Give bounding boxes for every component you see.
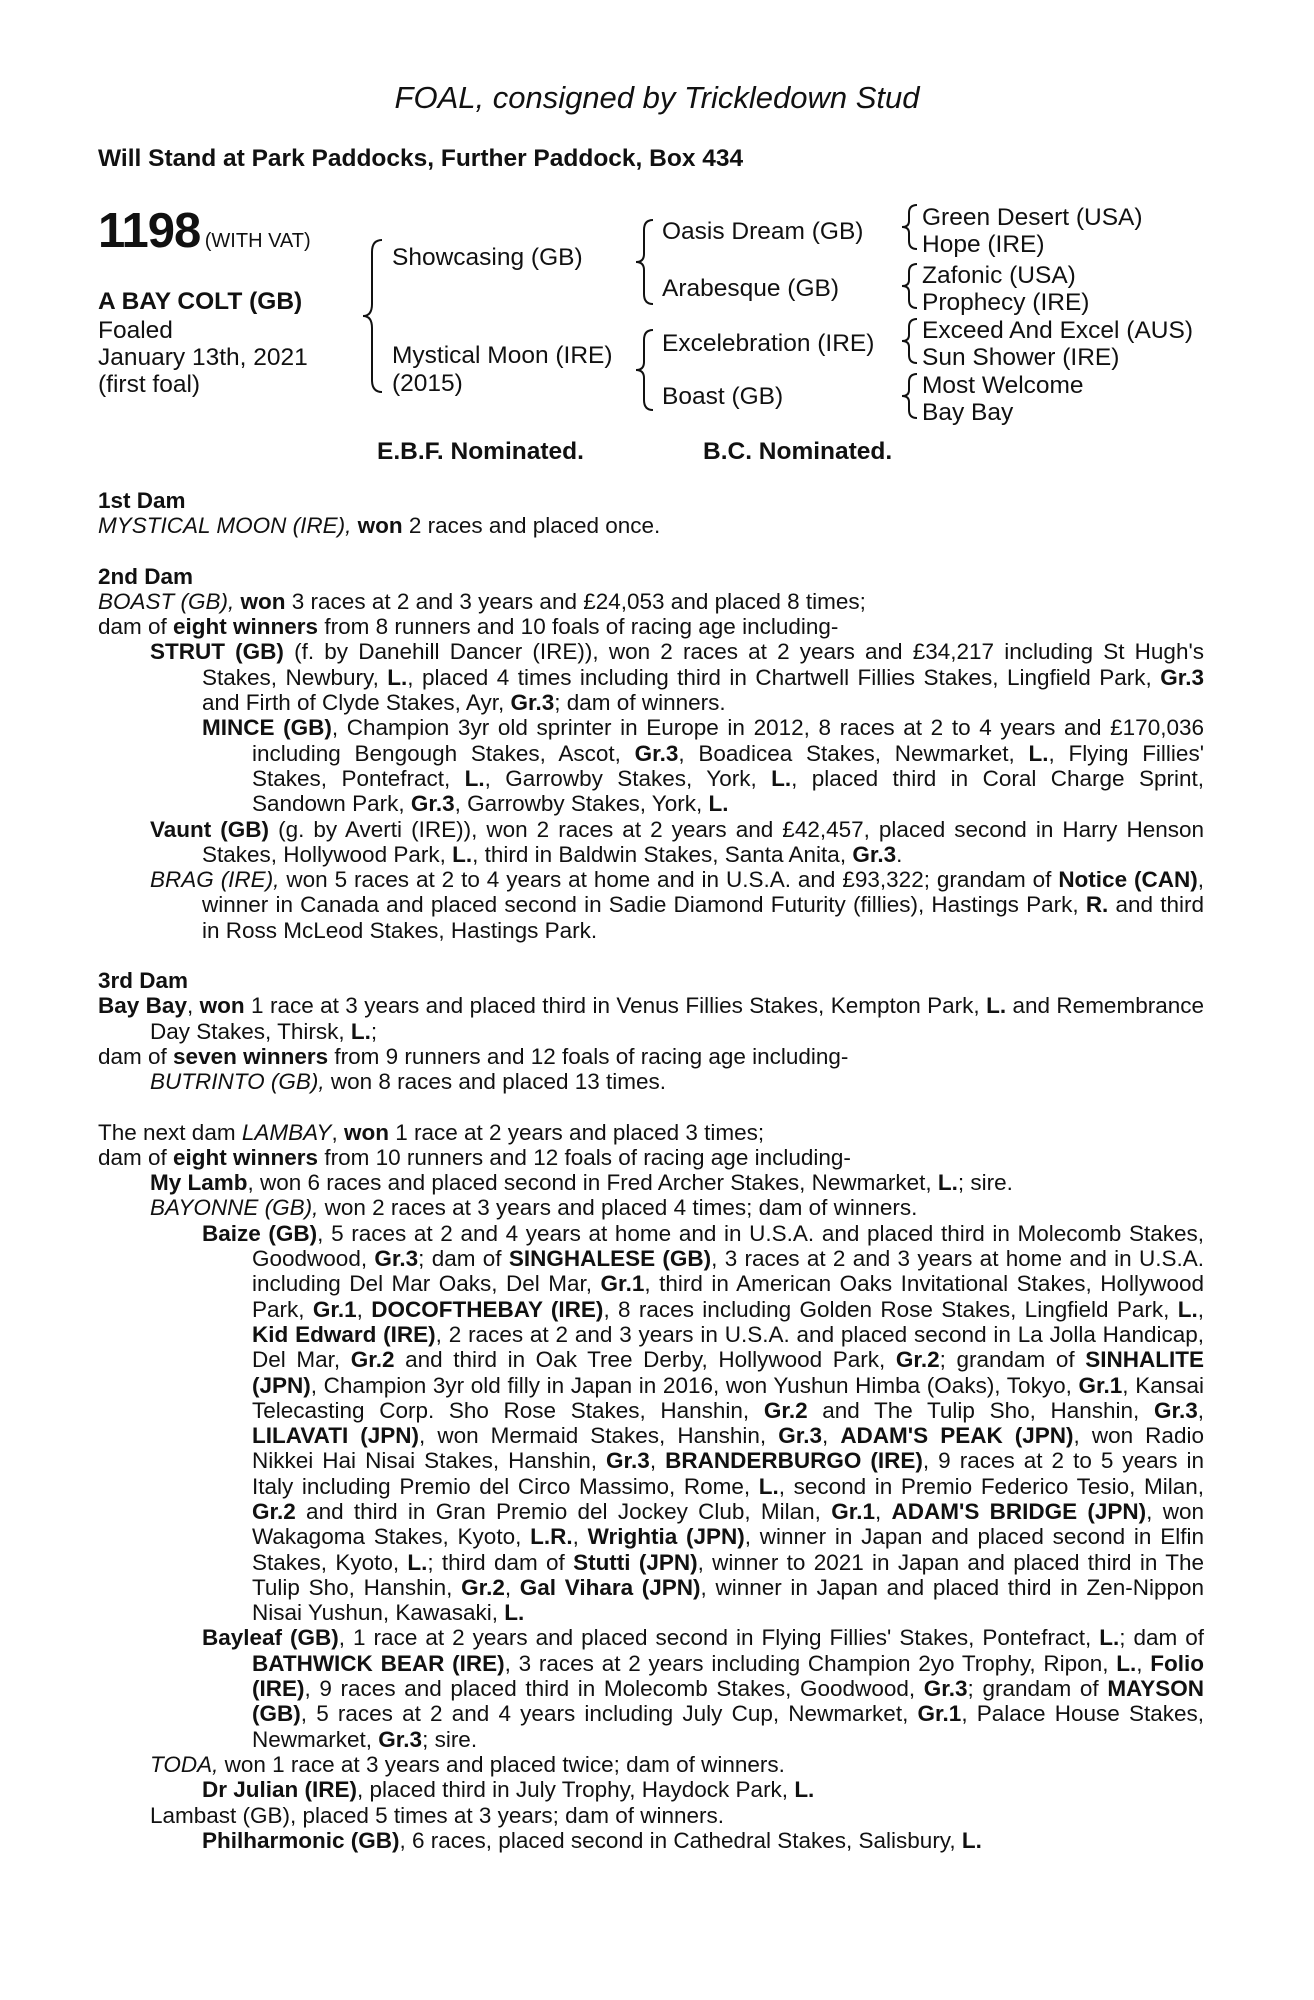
produce-bayleaf bbox=[98, 1625, 1204, 1751]
sire-dam-brace bbox=[360, 238, 390, 394]
baize-segment: , 2 races at 2 and 3 years in U.S.A. and placed second in La Jolla Handicap, Del Mar, bbox=[252, 1321, 1204, 1373]
baize-segment: , Champion 3yr old filly in Japan in 2016, won Yushun Himba (Oaks), Tokyo, bbox=[310, 1372, 1079, 1398]
ebf-nominated: E.B.F. Nominated. bbox=[377, 438, 584, 465]
baize-segment: Gr.1 bbox=[600, 1271, 645, 1297]
produce-dr-julian: Dr Julian (IRE), placed third in July Trophy, Haydock Park, L. bbox=[202, 1777, 815, 1803]
baize-segment: , third in American Oaks Invitational Stakes, Hollywood Park, bbox=[252, 1271, 1204, 1322]
lot-number-line bbox=[98, 203, 311, 259]
produce-philharmonic: Philharmonic (GB), 6 races, placed second in Cathedral Stakes, Salisbury, L. bbox=[202, 1827, 982, 1853]
baize-segment: and third in Oak Tree Derby, Hollywood Park, bbox=[394, 1347, 896, 1373]
first-dam-line: MYSTICAL MOON (IRE), won 2 races and placed once. bbox=[98, 513, 661, 539]
baize-segment: BRANDERBURGO (IRE) bbox=[665, 1448, 923, 1474]
ss-dam: Hope (IRE) bbox=[922, 231, 1045, 258]
baize-segment: , winner to 2021 in Japan and placed third in The Tulip Sho, Hanshin, bbox=[252, 1549, 1205, 1600]
produce-butrinto: BUTRINTO (GB), won 8 races and placed 13 times. bbox=[150, 1069, 667, 1095]
bc-nominated: B.C. Nominated. bbox=[703, 438, 893, 465]
dd-dam: Bay Bay bbox=[922, 399, 1014, 426]
produce-bayonne: BAYONNE (GB), won 2 races at 3 years and placed 4 times; dam of winners. bbox=[150, 1195, 918, 1221]
baize-segment: , second in Premio Federico Tesio, Milan, bbox=[778, 1473, 1204, 1499]
dam-year: (2015) bbox=[392, 370, 463, 397]
sire-sire: Oasis Dream (GB) bbox=[662, 218, 864, 245]
baize-segment: , bbox=[1197, 1296, 1204, 1322]
baize-segment: , 5 races at 2 and 4 years at home and in U.S.A. and placed third in Molecomb Stakes, Goodwood, bbox=[252, 1220, 1205, 1272]
third-dam-heading: 3rd Dam bbox=[98, 968, 189, 994]
baize-segment: , won Radio Nikkei Hai Nisai Stakes, Hanshin, bbox=[252, 1423, 1204, 1474]
produce-baize bbox=[98, 1221, 1204, 1626]
second-dam-heading: 2nd Dam bbox=[98, 563, 194, 589]
sire-dam: Arabesque (GB) bbox=[662, 275, 840, 302]
second-dam-line: BOAST (GB), won 3 races at 2 and 3 years and £24,053 and placed 8 times; bbox=[98, 588, 866, 614]
baize-segment: Baize (GB) bbox=[202, 1220, 318, 1246]
bayleaf-segment: , bbox=[1136, 1650, 1151, 1676]
dam-sire: Excelebration (IRE) bbox=[662, 330, 875, 357]
baize-segment: Gr.3 bbox=[374, 1246, 419, 1272]
dd-sire: Most Welcome bbox=[922, 372, 1084, 399]
baize-segment: , won Wakagoma Stakes, Kyoto, bbox=[252, 1498, 1204, 1550]
foal-note: (first foal) bbox=[98, 371, 201, 398]
dam-dam: Boast (GB) bbox=[662, 383, 784, 410]
baize-segment: , bbox=[356, 1296, 372, 1322]
baize-segment: , bbox=[822, 1423, 841, 1449]
first-dam-heading: 1st Dam bbox=[98, 488, 186, 513]
second-dam-produce: dam of eight winners from 8 runners and 10 foals of racing age including- bbox=[98, 614, 839, 640]
baize-segment: Gr.1 bbox=[831, 1498, 875, 1524]
baize-segment: Gr.2 bbox=[895, 1347, 940, 1373]
baize-segment: , 8 races including Golden Rose Stakes, Lingfield Park, bbox=[603, 1296, 1178, 1322]
baize-segment: L. bbox=[407, 1549, 428, 1575]
brace-oasis-dream bbox=[900, 203, 922, 251]
produce-lambast: Lambast (GB), placed 5 times at 3 years; dam of winners. bbox=[150, 1802, 724, 1828]
bayleaf-segment: ; sire. bbox=[422, 1726, 478, 1752]
sire-name: Showcasing (GB) bbox=[392, 244, 583, 271]
baize-segment: ADAM'S PEAK (JPN) bbox=[840, 1423, 1074, 1449]
baize-segment: , bbox=[649, 1448, 666, 1474]
bayleaf-segment: L. bbox=[1116, 1650, 1137, 1676]
baize-segment: , bbox=[1197, 1397, 1204, 1423]
bayleaf-segment: Gr.3 bbox=[923, 1676, 968, 1702]
ds-dam: Sun Shower (IRE) bbox=[922, 344, 1120, 371]
third-dam-line: Bay Bay, won 1 race at 3 years and placed third in Venus Fillies Stakes, Kempton Park, L. and Remembrance Day Stakes, Thirsk, L.; bbox=[98, 993, 1204, 1044]
brace-arabesque bbox=[900, 262, 922, 310]
bayleaf-segment: Bayleaf (GB) bbox=[202, 1625, 339, 1651]
consignment-line: FOAL, consigned by Trickledown Stud bbox=[394, 80, 920, 115]
dam-line-brace bbox=[633, 328, 659, 412]
produce-brag: BRAG (IRE), won 5 races at 2 to 4 years at home and in U.S.A. and £93,322; grandam of Notice (CAN), winner in Canada and placed second in Sadie Diamond Futurity (fillies), Hastings Park, R. and third in Ross McLeod Stakes, Hastings Park. bbox=[150, 867, 1204, 943]
baize-segment: Gr.2 bbox=[350, 1347, 395, 1373]
produce-toda: TODA, won 1 race at 3 years and placed twice; dam of winners. bbox=[150, 1751, 785, 1777]
dam-name: Mystical Moon (IRE) bbox=[392, 342, 613, 369]
third-dam-produce: dam of seven winners from 9 runners and 12 foals of racing age including- bbox=[98, 1043, 849, 1069]
bayleaf-segment: MAYSON (GB) bbox=[252, 1676, 1205, 1727]
baize-segment: , winner in Japan and placed third in Zen-Nippon Nisai Yushun, Kawasaki, bbox=[252, 1574, 1205, 1626]
bayleaf-segment: , 5 races at 2 and 4 years including July Cup, Newmarket, bbox=[300, 1701, 918, 1727]
baize-segment: , Kansai Telecasting Corp. Sho Rose Stakes, Hanshin, bbox=[252, 1372, 1204, 1423]
baize-segment: L.R. bbox=[530, 1524, 573, 1550]
bayleaf-segment: , 9 races and placed third in Molecomb Stakes, Goodwood, bbox=[304, 1676, 924, 1702]
bayleaf-segment: Gr.3 bbox=[378, 1726, 423, 1752]
baize-segment: LILAVATI (JPN) bbox=[252, 1423, 420, 1449]
baize-segment: Kid Edward (IRE) bbox=[252, 1321, 436, 1347]
baize-segment: , bbox=[572, 1524, 588, 1550]
baize-segment: L. bbox=[504, 1600, 525, 1626]
baize-segment: and third in Gran Premio del Jockey Club, Milan, bbox=[295, 1498, 832, 1524]
baize-segment: Gr.3 bbox=[606, 1448, 650, 1474]
produce-vaunt: Vaunt (GB) (g. by Averti (IRE)), won 2 races at 2 years and £42,457, placed second in Harry Henson Stakes, Hollywood Park, L., third in Baldwin Stakes, Santa Anita, Gr.3. bbox=[150, 816, 1205, 867]
baize-segment: Gr.2 bbox=[763, 1397, 808, 1423]
sd-sire: Zafonic (USA) bbox=[922, 262, 1076, 289]
produce-strut: STRUT (GB) (f. by Danehill Dancer (IRE)), won 2 races at 2 years and £34,217 including St Hugh's Stakes, Newbury, L., placed 4 times including third in Chartwell Fillies Stakes, Lingfield Park, Gr.3 and Firth of Clyde Stakes, Ayr, Gr.3; dam of winners. bbox=[150, 639, 1205, 716]
ss-sire: Green Desert (USA) bbox=[922, 204, 1143, 231]
next-dam-line: The next dam LAMBAY, won 1 race at 2 years and placed 3 times; bbox=[98, 1119, 765, 1145]
baize-segment: , won Mermaid Stakes, Hanshin, bbox=[419, 1423, 779, 1449]
bayleaf-segment: , Palace House Stakes, Newmarket, bbox=[252, 1701, 1204, 1752]
bayleaf-segment: L. bbox=[1099, 1625, 1120, 1651]
stand-location: Will Stand at Park Paddocks, Further Paddock, Box 434 bbox=[98, 145, 744, 172]
baize-segment: Gr.3 bbox=[778, 1423, 822, 1449]
bayleaf-segment: Gr.1 bbox=[917, 1701, 962, 1727]
baize-segment: Gal Vihara (JPN) bbox=[519, 1574, 701, 1600]
baize-segment: , 9 races at 2 to 5 years in Italy including Premio del Circo Massimo, Rome, bbox=[252, 1448, 1204, 1499]
baize-segment: DOCOFTHEBAY (IRE) bbox=[371, 1296, 604, 1322]
baize-segment: , 3 races at 2 and 3 years at home and in U.S.A. including Del Mar Oaks, Del Mar, bbox=[252, 1246, 1204, 1297]
bayleaf-segment: BATHWICK BEAR (IRE) bbox=[252, 1650, 505, 1676]
sire-line-brace bbox=[633, 218, 659, 306]
bayleaf-segment: Folio (IRE) bbox=[252, 1650, 1204, 1702]
brace-boast bbox=[900, 372, 922, 420]
bayleaf-segment: ; dam of bbox=[1119, 1625, 1204, 1651]
ds-sire: Exceed And Excel (AUS) bbox=[922, 317, 1193, 344]
brace-excelebration bbox=[900, 317, 922, 365]
baize-segment: L. bbox=[758, 1473, 779, 1499]
baize-segment: Gr.3 bbox=[1153, 1397, 1198, 1423]
foaled-label: Foaled bbox=[98, 317, 173, 344]
baize-segment: ; third dam of bbox=[427, 1549, 574, 1575]
baize-segment: Wrightia (JPN) bbox=[587, 1524, 745, 1550]
baize-segment: ; grandam of bbox=[939, 1347, 1086, 1373]
family-notes bbox=[98, 488, 1204, 1853]
baize-segment: Gr.2 bbox=[252, 1498, 296, 1524]
baize-segment: Gr.1 bbox=[312, 1296, 357, 1322]
bayleaf-segment: , 3 races at 2 years including Champion 2yo Trophy, Ripon, bbox=[504, 1650, 1117, 1676]
vat-note: (WITH VAT) bbox=[204, 230, 311, 252]
baize-segment: ADAM'S BRIDGE (JPN) bbox=[891, 1498, 1147, 1524]
baize-segment: Gr.1 bbox=[1078, 1372, 1123, 1398]
produce-mince: MINCE (GB), Champion 3yr old sprinter in Europe in 2012, 8 races at 2 to 4 years and £170,036 including Bengough Stakes, Ascot, Gr.3, Boadicea Stakes, Newmarket, L., Flying Fillies' Stakes, Pontefract, L., Garrowby Stakes, York, L., placed third in Coral Charge Sprint, Sandown Park, Gr.3, Garrowby Stakes, York, L. bbox=[202, 715, 1204, 817]
bayleaf-segment: , 1 race at 2 years and placed second in Flying Fillies' Stakes, Pontefract, bbox=[338, 1625, 1100, 1651]
baize-segment: SINHALITE (JPN) bbox=[252, 1347, 1204, 1398]
lot-number: 1198 bbox=[98, 204, 201, 258]
baize-segment: Gr.2 bbox=[461, 1574, 505, 1600]
baize-segment: , bbox=[874, 1498, 892, 1524]
baize-segment: Stutti (JPN) bbox=[573, 1549, 698, 1575]
next-dam-produce: dam of eight winners from 10 runners and 12 foals of racing age including- bbox=[98, 1144, 851, 1170]
lot-title: A BAY COLT (GB) bbox=[98, 288, 303, 315]
baize-segment: , bbox=[504, 1574, 520, 1600]
bayleaf-segment: ; grandam of bbox=[967, 1676, 1108, 1702]
baize-segment: and The Tulip Sho, Hanshin, bbox=[807, 1397, 1154, 1423]
baize-segment: ; dam of bbox=[418, 1246, 509, 1272]
baize-segment: , winner in Japan and placed second in Elfin Stakes, Kyoto, bbox=[252, 1524, 1204, 1575]
foaled-date: January 13th, 2021 bbox=[98, 344, 308, 371]
sd-dam: Prophecy (IRE) bbox=[922, 289, 1090, 316]
baize-segment: SINGHALESE (GB) bbox=[508, 1246, 712, 1272]
baize-segment: L. bbox=[1177, 1296, 1198, 1322]
produce-my-lamb: My Lamb, won 6 races and placed second in Fred Archer Stakes, Newmarket, L.; sire. bbox=[150, 1170, 1013, 1196]
